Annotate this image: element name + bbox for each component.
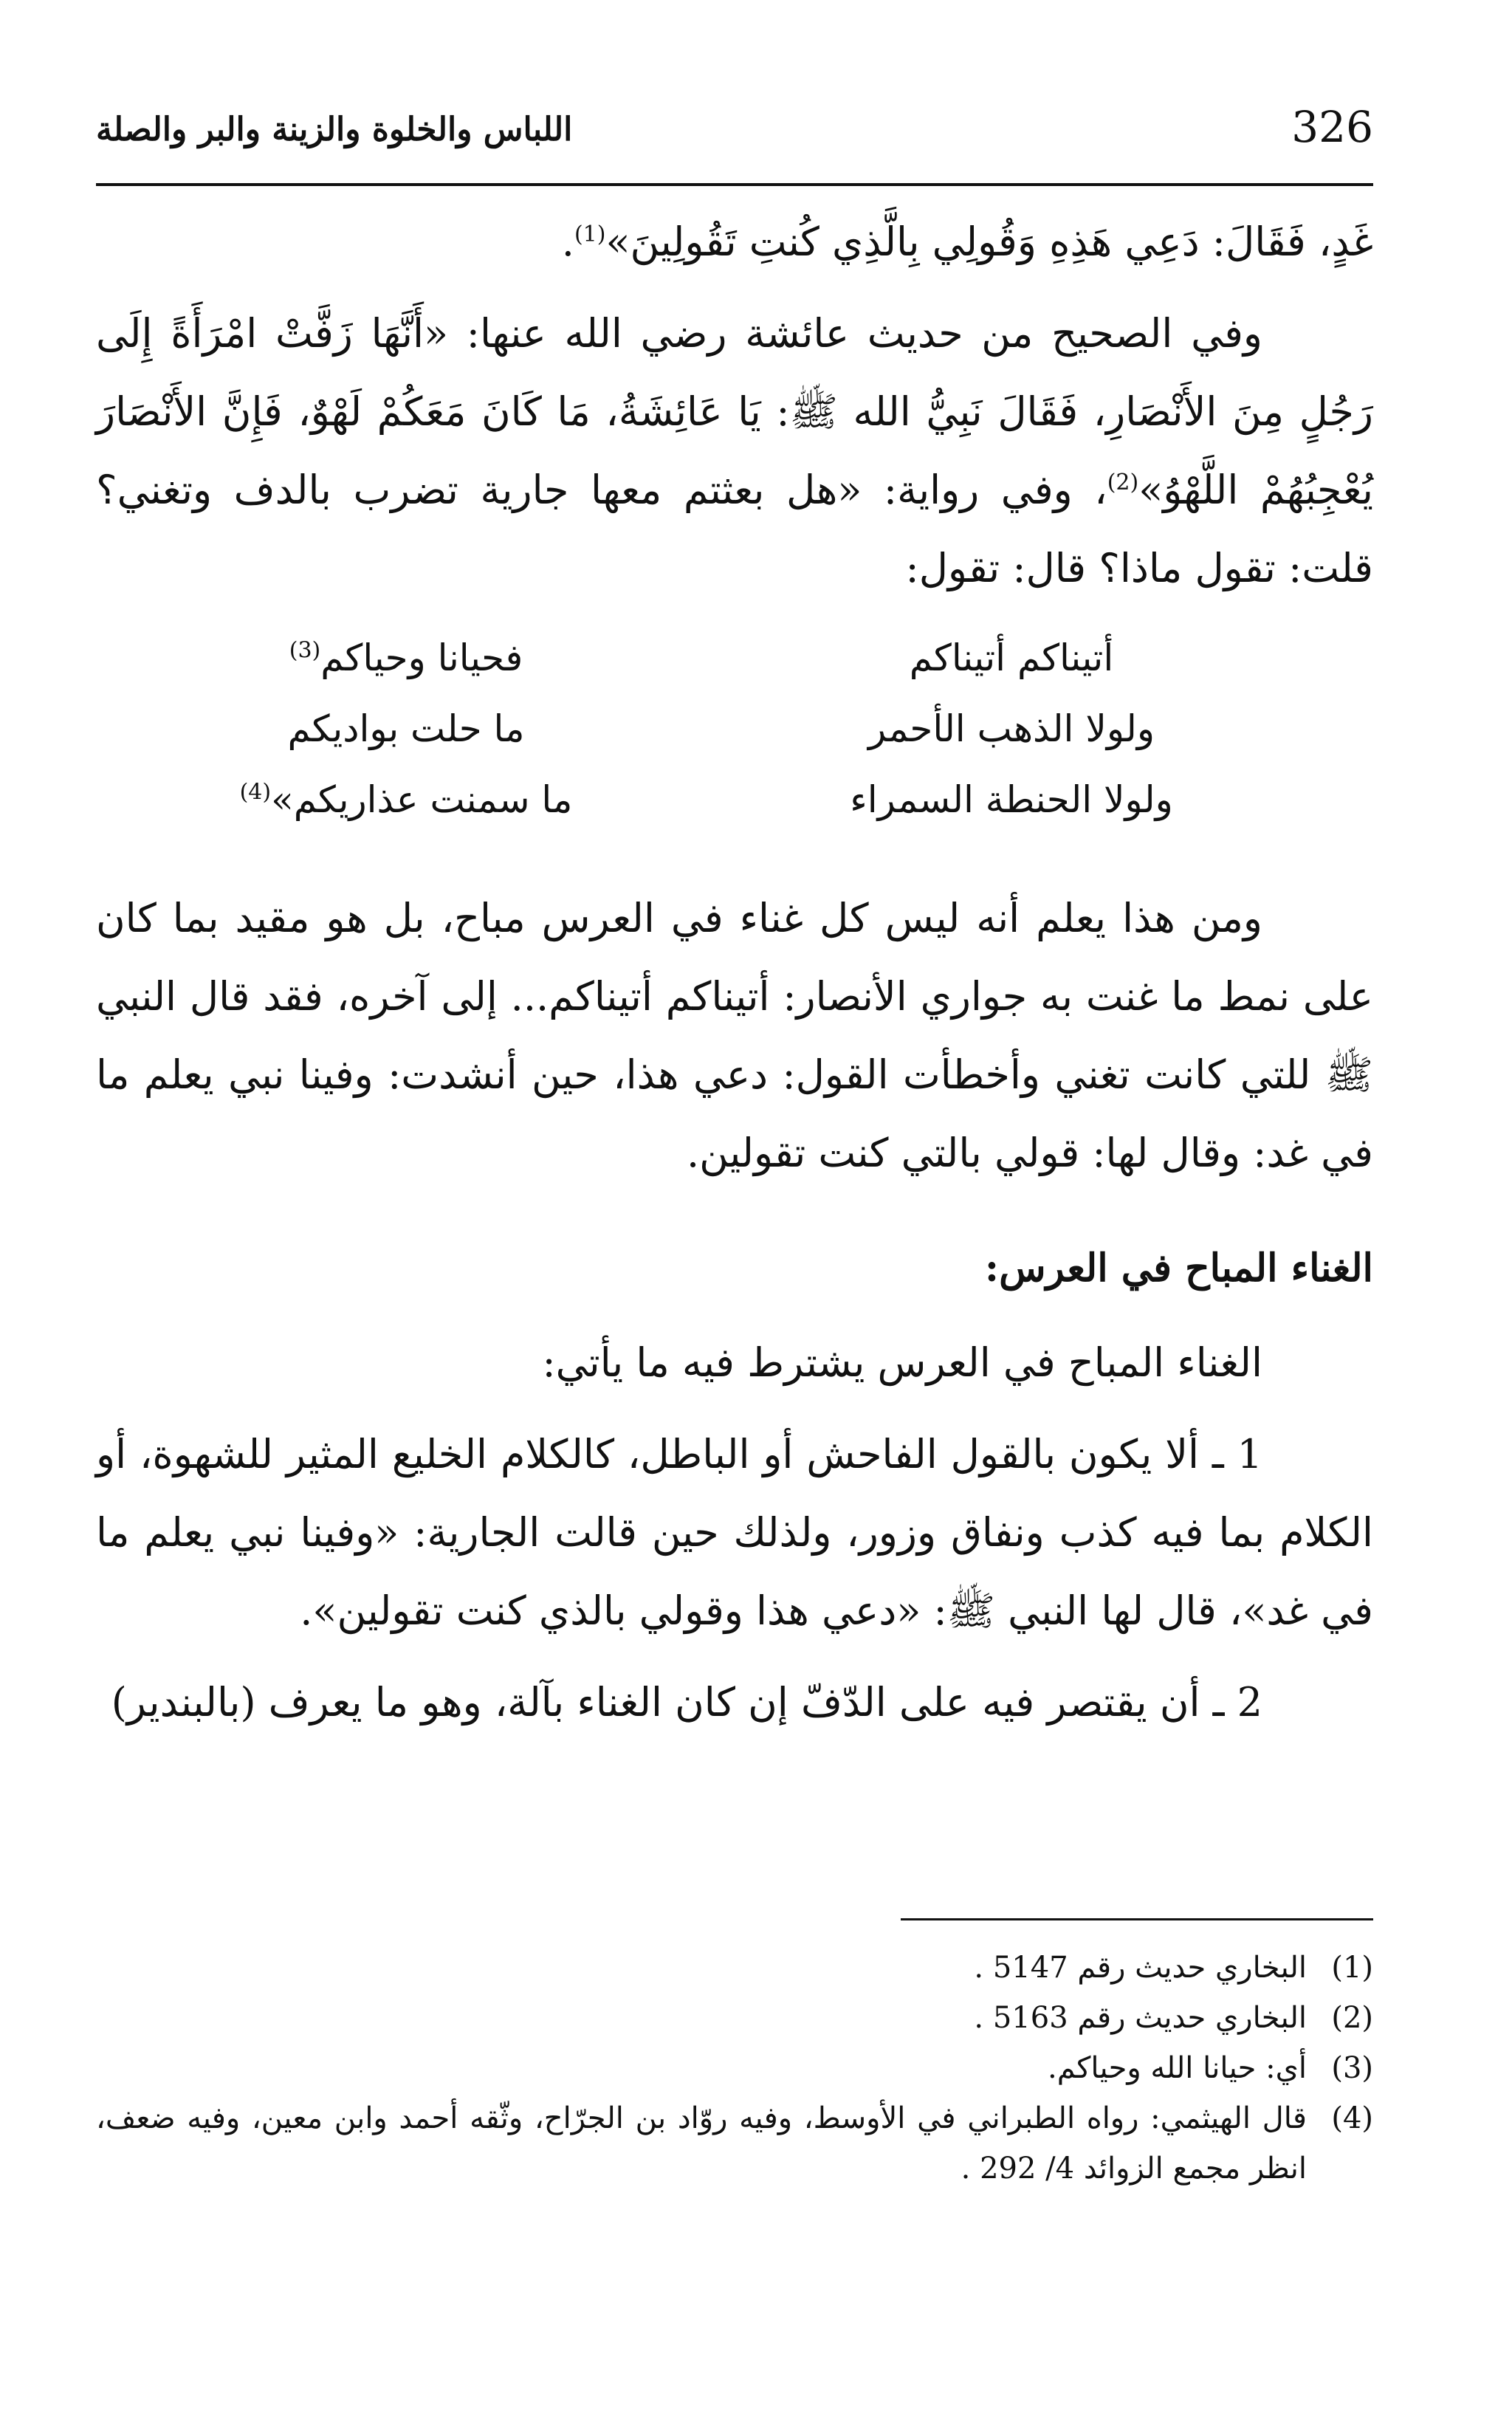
section-heading: الغناء المباح في العرس: (984, 1246, 1373, 1291)
continuation-text: غَدٍ، فَقَالَ: دَعِي هَذِهِ وَقُولِي بِالَّذِي كُنتِ تَقُولِينَ» (605, 219, 1373, 265)
verse-2 (96, 693, 1373, 764)
book-page (96, 89, 1373, 2304)
condition-1: 1 ـ ألا يكون بالقول الفاحش أو الباطل، كالكلام الخليع المثير للشهوة، أو الكلام بما فيه كذب ونفاق وزور، ولذلك حين قالت الجارية: «وفينا نبي يعلم ما في غد»، قال لها النبي ﷺ: «دعي هذا وقولي بالذي كنت تقولين». (96, 1431, 1373, 1634)
footnote-text: قال الهيثمي: رواه الطبراني في الأوسط، وفيه روّاد بن الجرّاح، وثّقه أحمد وابن معين، وفيه ضعف، انظر مجمع الزوائد 4/ 292 . (96, 2101, 1307, 2186)
hadith-text-cont: ، وفي رواية: «هل بعثتم معها جارية تضرب بالدف وتغني؟ قلت: تقول ماذا؟ قال: تقول: (96, 467, 1373, 591)
hadith-text: وفي الصحيح من حديث عائشة رضي الله عنها: «أَنَّهَا زَفَّتْ امْرَأَةً إِلَى رَجُلٍ مِنَ الأَنْصَارِ، فَقَالَ نَبِيُّ الله ﷺ: يَا عَائِشَةُ، مَا كَانَ مَعَكُمْ لَهْوٌ، فَإِنَّ الأَنْصَارَ يُعْجِبُهُمْ اللَّهْوُ» (96, 310, 1373, 513)
footnote-ref-3: (3) (289, 637, 321, 664)
footnotes (96, 1918, 1373, 2194)
footnote-list (96, 1943, 1373, 2194)
footnote-text: البخاري حديث رقم 5163 . (974, 2001, 1307, 2035)
verse-2-first-half: ولولا الذهب الأحمر (867, 707, 1155, 750)
header-rule (96, 183, 1373, 186)
footnote-ref-4: (4) (239, 779, 272, 806)
footnote-4 (96, 2093, 1373, 2194)
running-title: اللباس والخلوة والزينة والبر والصلة (96, 111, 573, 148)
page-header (96, 89, 1373, 170)
footnote-2 (96, 1993, 1373, 2043)
verse-3-second-text: ما سمنت عذاريكم» (271, 778, 573, 821)
footnote-ref-2: (2) (1107, 470, 1139, 495)
footnote-text: أي: حيانا الله وحياكم. (1047, 2051, 1307, 2085)
paragraph-commentary: ومن هذا يعلم أنه ليس كل غناء في العرس مباح، بل هو مقيد بما كان على نمط ما غنت به جواري الأنصار: أتيناكم أتيناكم... إلى آخره، فقد قال النبي ﷺ للتي كانت تغني وأخطأت القول: دعي هذا، حين أنشدت: وفينا نبي يعلم ما في غد: وقال لها: قولي بالتي كنت تقولين. (96, 895, 1373, 1176)
footnote-ref-1: (1) (574, 222, 606, 247)
page-body (96, 203, 1373, 1755)
paragraph-hadith (96, 295, 1373, 608)
footnote-number: (1) (1331, 1951, 1373, 1985)
verse-3-second-half (155, 764, 657, 835)
footnote-text: البخاري حديث رقم 5147 . (974, 1951, 1307, 1985)
page-number: 326 (1291, 102, 1373, 152)
footnote-1 (96, 1943, 1373, 1993)
paragraph-continuation: غَدٍ، فَقَالَ: دَعِي هَذِهِ وَقُولِي بِالَّذِي كُنتِ تَقُولِينَ»$^{(1)}$. (561, 219, 1373, 265)
verse-2-second-half: ما حلت بواديكم (287, 707, 525, 750)
footnote-3 (96, 2043, 1373, 2093)
condition-2: 2 ـ أن يقتصر فيه على الدّفّ إن كان الغناء بآلة، وهو ما يعرف (بالبندير) (111, 1679, 1262, 1726)
footnote-number: (2) (1331, 2001, 1373, 2035)
paragraph-intro: الغناء المباح في العرس يشترط فيه ما يأتي: (542, 1339, 1262, 1386)
verse-1-first-half: أتيناكم أتيناكم (909, 636, 1114, 679)
verse-1-second-half (155, 622, 657, 693)
verse-1-second-text: فحيانا وحياكم (320, 636, 523, 679)
verse-3 (96, 764, 1373, 835)
verse-1 (96, 622, 1373, 693)
footnote-number: (3) (1331, 2051, 1373, 2085)
footnote-rule (901, 1918, 1373, 1920)
poem (96, 622, 1373, 835)
verse-3-first-half: ولولا الحنطة السمراء (850, 778, 1173, 821)
footnote-number: (4) (1331, 2101, 1373, 2135)
